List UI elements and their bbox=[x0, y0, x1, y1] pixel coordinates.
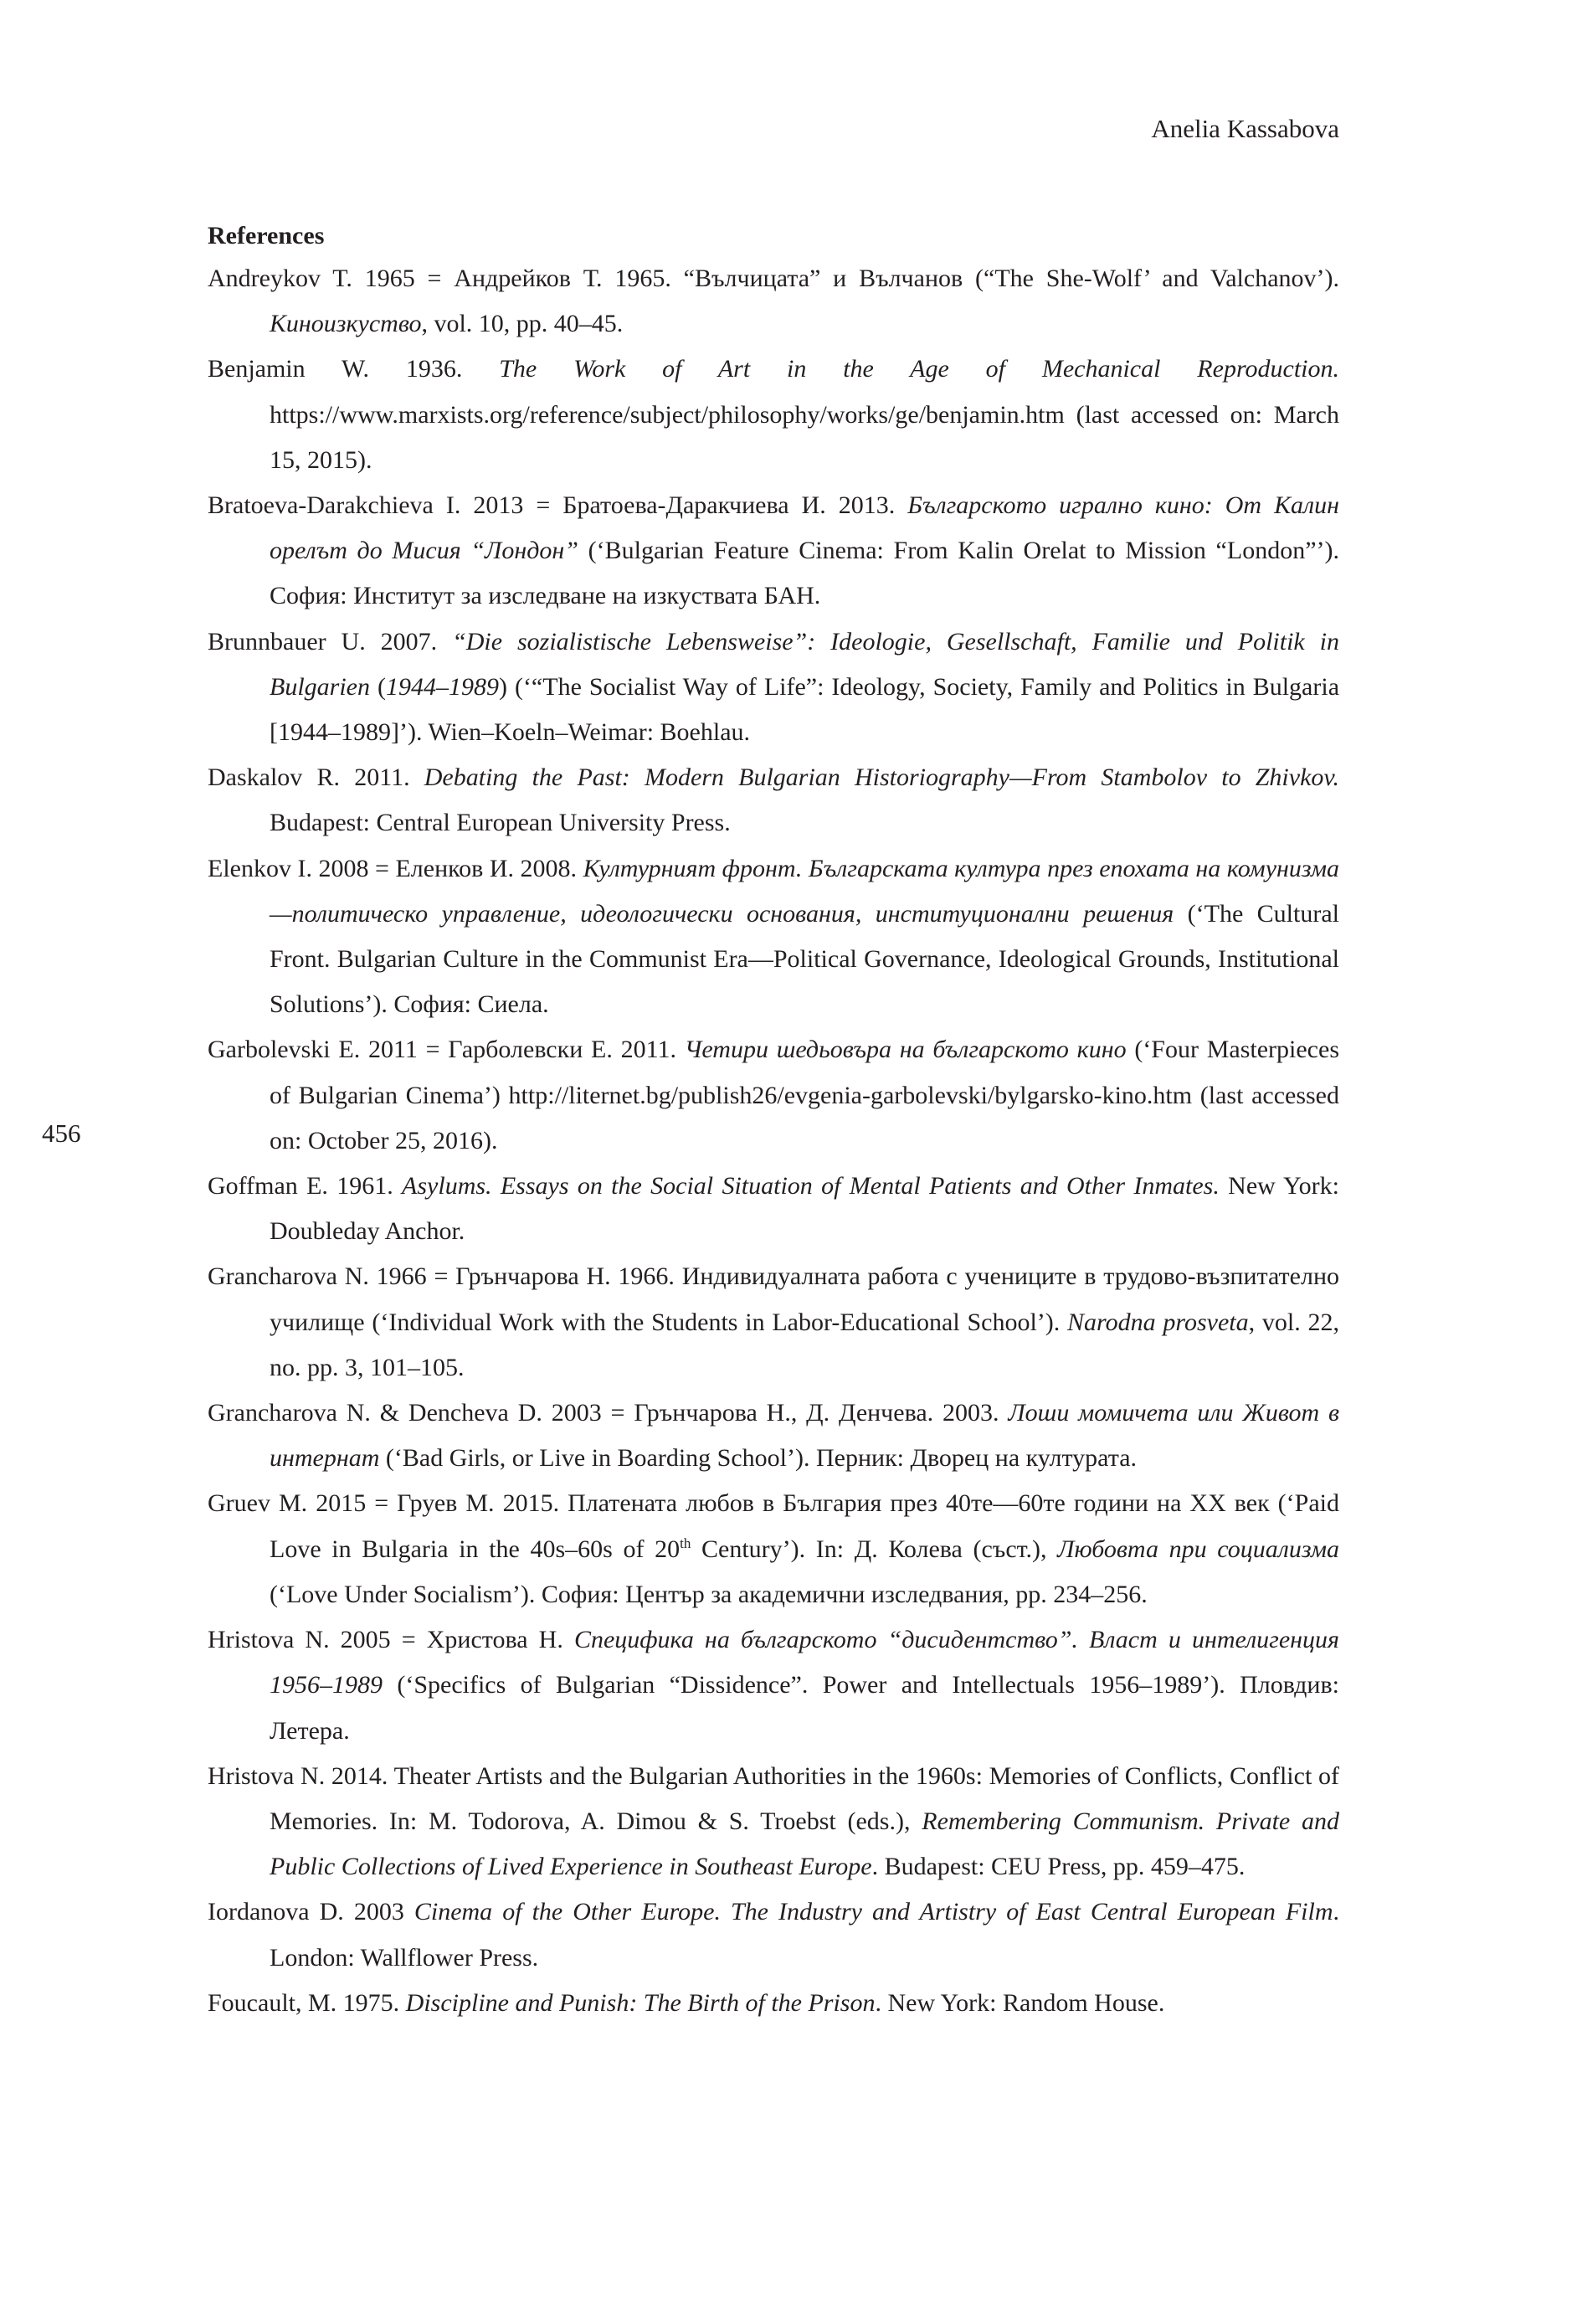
italic-title: Културният фронт. Българската култура през епохата на комунизма—политическо управление, идеологически основания, институционални решения bbox=[270, 854, 1340, 928]
reference-text: (‘Love Under Socialism’). София: Център за академични изследвания, pp. 234–256. bbox=[270, 1580, 1148, 1608]
reference-entry bbox=[208, 1254, 1339, 1391]
reference-text: (‘Specifics of Bulgarian “Dissidence”. Power and Intellectuals 1956–1989’). Пловдив: Летера. bbox=[270, 1671, 1339, 1745]
reference-text: Budapest: Central European University Press. bbox=[270, 809, 731, 837]
reference-entry bbox=[208, 347, 1339, 483]
italic-title: Киноизкуство bbox=[270, 310, 422, 338]
reference-text: Century’). In: Д. Колева (съст.), bbox=[691, 1535, 1058, 1563]
reference-entry bbox=[208, 1481, 1339, 1617]
reference-text: Gruev M. 2015 = Груев М. 2015. Платената любов в България през 40те—60те години на XX век (‘Paid Love in Bulgaria in the 40s–60s of 20 bbox=[208, 1489, 1339, 1563]
reference-entry bbox=[208, 846, 1339, 1028]
italic-title: Asylums. Essays on the Social Situation of Mental Patients and Other Inmates. bbox=[402, 1172, 1220, 1201]
superscript-text: th bbox=[680, 1535, 691, 1551]
reference-text: Hristova N. 2005 = Христова Н. bbox=[208, 1626, 574, 1654]
reference-entry bbox=[208, 1981, 1339, 2026]
reference-text: Foucault, M. 1975. bbox=[208, 1988, 406, 2017]
reference-entry bbox=[208, 755, 1339, 846]
references-heading: References bbox=[208, 222, 325, 249]
italic-title: 1944–1989 bbox=[385, 672, 499, 701]
reference-entry bbox=[208, 1890, 1339, 1980]
reference-entry bbox=[208, 1027, 1339, 1164]
italic-title: Специфика на българското “дисидентство”. Власт и интелигенция 1956–1989 bbox=[270, 1626, 1339, 1699]
page-number: 456 bbox=[42, 1118, 81, 1148]
reference-text: Iordanova D. 2003 bbox=[208, 1898, 414, 1926]
reference-text: . Budapest: CEU Press, pp. 459–475. bbox=[871, 1853, 1246, 1881]
reference-text: . New York: Random House. bbox=[875, 1988, 1165, 2017]
reference-text: (‘Bad Girls, or Live in Boarding School’). Перник: Дворец на културата. bbox=[379, 1444, 1138, 1473]
reference-text: ) (‘“The Socialist Way of Life”: Ideology, Society, Family and Politics in Bulgaria [1944–1989]’). Wien–Koeln–Weimar: Boehlau. bbox=[270, 672, 1340, 747]
italic-title: Debating the Past: Modern Bulgarian Historiography—From Stambolov to Zhivkov. bbox=[424, 764, 1339, 792]
reference-text: , vol. 10, pp. 40–45. bbox=[421, 310, 624, 338]
reference-text: Bratoeva-Darakchieva I. 2013 = Братоева-Даракчиева И. 2013. bbox=[208, 491, 908, 520]
reference-text: . London: Wallflower Press. bbox=[270, 1898, 1339, 1972]
italic-title: Лоши момичета или Живот в интернат bbox=[270, 1399, 1339, 1473]
reference-text: Hristova N. 2014. Theater Artists and the Bulgarian Authorities in the 1960s: Memories of Conflicts, Conflict of Memories. In: M. Todorova, A. Dimou & S. Troebst (eds.), bbox=[208, 1761, 1339, 1835]
reference-text: Grancharova N. & Dencheva D. 2003 = Грънчарова Н., Д. Денчева. 2003. bbox=[208, 1399, 1009, 1427]
reference-text: Elenkov I. 2008 = Еленков И. 2008. bbox=[208, 854, 583, 882]
reference-text: (‘Bulgarian Feature Cinema: From Kalin Orelat to Mission “London”’). София: Институт за изследване на изкуствата БАН. bbox=[270, 537, 1339, 610]
reference-text: Brunnbauer U. 2007. bbox=[208, 627, 453, 656]
reference-entry bbox=[208, 256, 1339, 347]
reference-text: ( bbox=[370, 672, 386, 701]
reference-text: Garbolevski E. 2011 = Гарболевски Е. 2011. bbox=[208, 1036, 685, 1064]
italic-title: Любовта при социализма bbox=[1057, 1535, 1339, 1563]
italic-title: The Work of Art in the Age of Mechanical Reproduction. bbox=[499, 355, 1339, 383]
italic-title: Narodna prosveta bbox=[1067, 1308, 1249, 1336]
reference-entry bbox=[208, 1754, 1339, 1890]
reference-text: Daskalov R. 2011. bbox=[208, 764, 424, 792]
references-section bbox=[208, 216, 1339, 2026]
reference-entry bbox=[208, 620, 1339, 756]
reference-text: Benjamin W. 1936. bbox=[208, 355, 500, 383]
reference-text: , vol. 22, no. pp. 3, 101–105. bbox=[270, 1308, 1340, 1381]
reference-entry bbox=[208, 483, 1339, 620]
reference-entry bbox=[208, 1391, 1339, 1481]
italic-title: Българското игрално кино: От Калин орелът до Мисия “Лондон” bbox=[270, 491, 1339, 565]
reference-text: New York: Doubleday Anchor. bbox=[270, 1172, 1339, 1246]
italic-title: Cinema of the Other Europe. The Industry and Artistry of East Central European Film bbox=[413, 1898, 1333, 1926]
reference-entry bbox=[208, 1617, 1339, 1754]
italic-title: Remembering Communism. Private and Public Collections of Lived Experience in Southeast Europe bbox=[270, 1807, 1339, 1881]
reference-text: Grancharova N. 1966 = Грънчарова Н. 1966. Индивидуалната работа с учениците в трудово-възпитателно училище (‘Individual Work with the Students in Labor-Educational School’). bbox=[208, 1262, 1339, 1336]
reference-text: Goffman E. 1961. bbox=[208, 1172, 403, 1201]
reference-text: https://www.marxists.org/reference/subject/philosophy/works/ge/benjamin.htm (last accessed on: March 15, 2015). bbox=[270, 400, 1339, 474]
reference-text: (‘The Cultural Front. Bulgarian Culture in the Communist Era—Political Governance, Ideological Grounds, Institutional Solutions’). София: Сиела. bbox=[270, 899, 1339, 1019]
italic-title: Четири шедьовъра на българското кино bbox=[684, 1036, 1127, 1064]
italic-title: “Die sozialistische Lebensweise”: Ideologie, Gesellschaft, Familie und Politik in Bulgarien bbox=[270, 627, 1339, 701]
reference-text: (‘Four Masterpieces of Bulgarian Cinema’) http://liternet.bg/publish26/evgenia-garbolevski/bylgarsko-kino.htm (last accessed on: October 25, 2016). bbox=[270, 1036, 1339, 1154]
reference-text: Andreykov T. 1965 = Андрейков Т. 1965. “Вълчицата” и Вълчанов (“The She-Wolf’ and Valchanov’). bbox=[208, 265, 1339, 292]
reference-entry bbox=[208, 1164, 1339, 1254]
running-head-author: Anelia Kassabova bbox=[1151, 114, 1339, 143]
italic-title: Discipline and Punish: The Birth of the Prison bbox=[405, 1988, 876, 2017]
reference-list bbox=[208, 256, 1339, 2026]
